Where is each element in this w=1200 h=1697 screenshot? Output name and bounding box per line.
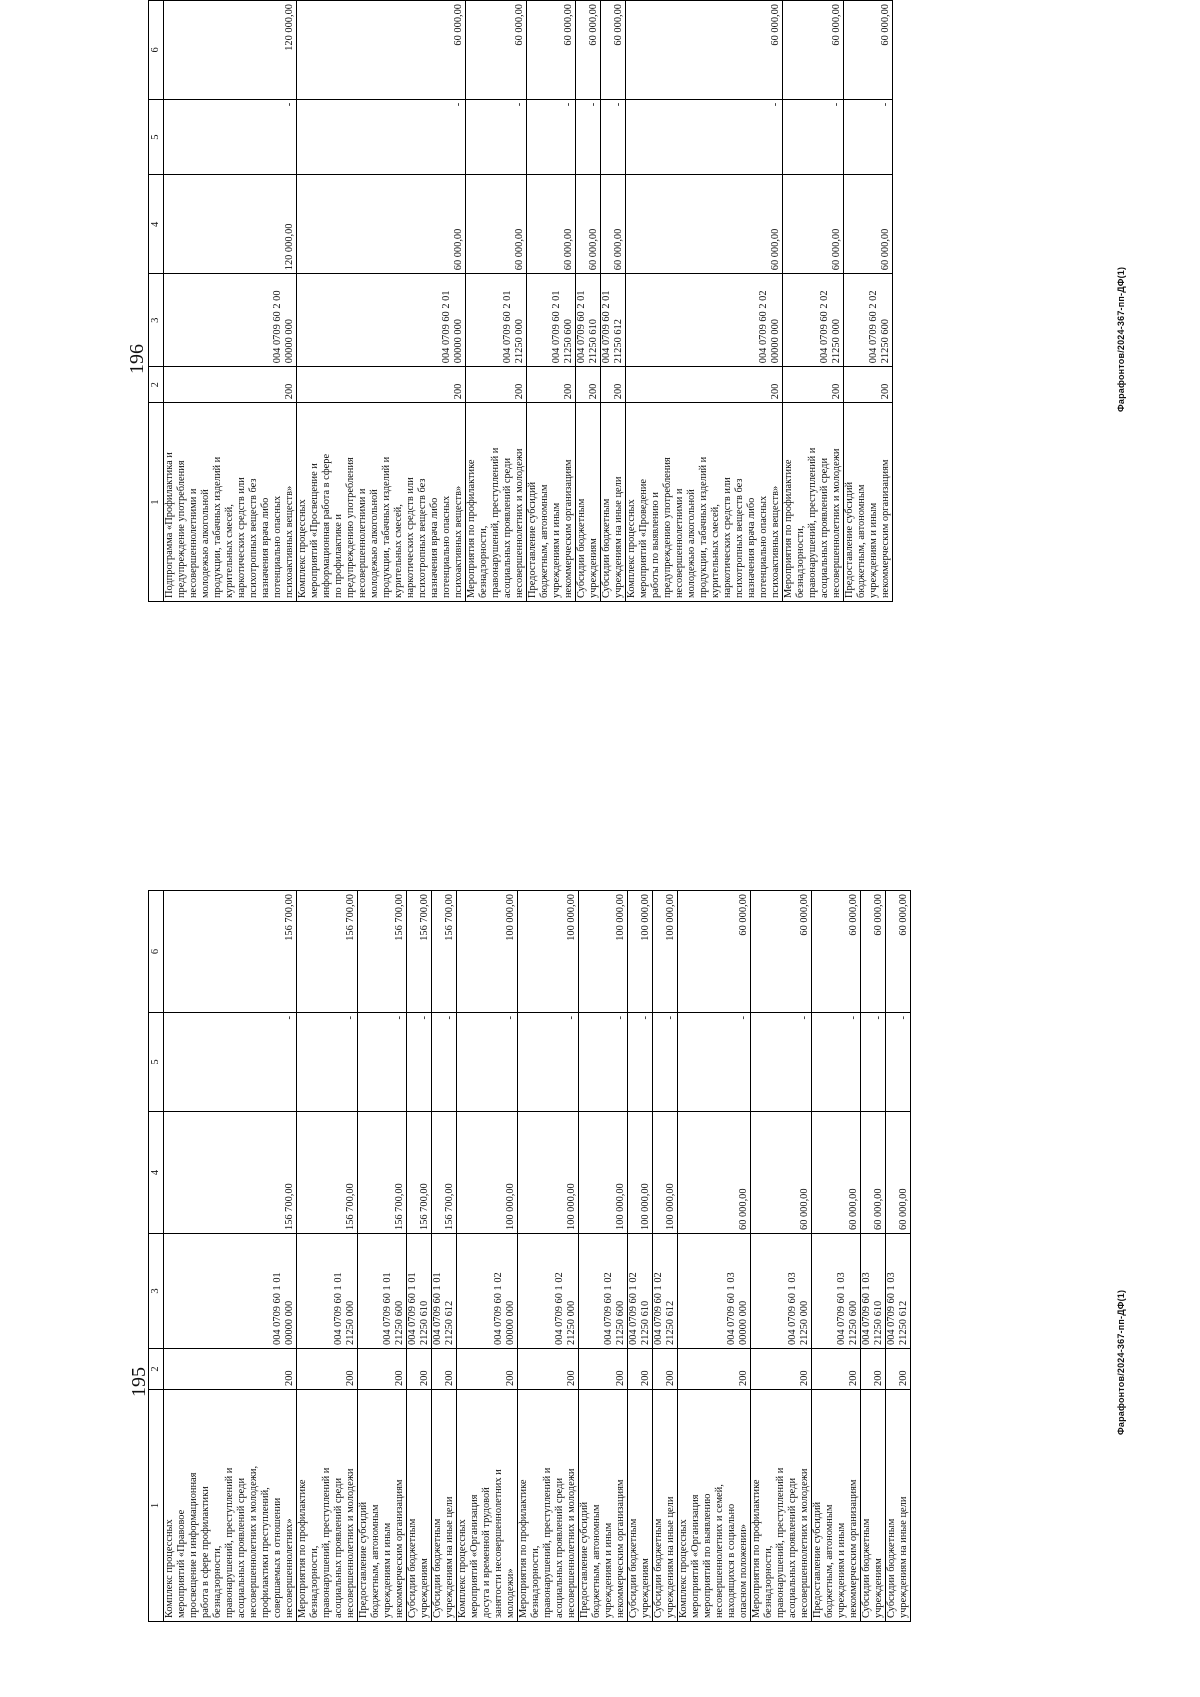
total-amount-cell: 60 000,00 <box>297 1 466 100</box>
column-header-1: 1 <box>149 403 164 602</box>
table-row <box>457 891 518 1622</box>
budget-code-cell: 004 0709 60 2 01 21250 612 <box>601 274 626 367</box>
budget-code-cell: 004 0709 60 1 01 21250 000 <box>297 1234 358 1349</box>
page-number-196: 196 <box>126 344 148 374</box>
planned-amount-cell: 60 000,00 <box>751 1112 812 1234</box>
table-row <box>678 891 751 1622</box>
table-row <box>886 891 911 1622</box>
budget-code-cell: 004 0709 60 1 03 21250 000 <box>751 1234 812 1349</box>
admin-code-cell: 200 <box>432 1349 457 1390</box>
table-header-row <box>149 1 164 602</box>
admin-code-cell: 200 <box>844 367 893 403</box>
row-name-cell: Комплекс процессных мероприятий «Просвещение и информационная работа в сфере по профилактике и предупреждению употребления несовершеннолетними и молодежью алкогольной продукции, табачных изделий и курительных смесей, наркотических средств или психотропных веществ без назначения врача либо потенциально опасных психоактивных веществ» <box>297 403 466 602</box>
table-row <box>626 1 783 602</box>
budget-table-page-195 <box>148 890 911 1622</box>
change-amount-cell: - <box>576 99 601 175</box>
row-name-cell: Предоставление субсидий бюджетным, автономным учреждениям и иным некоммерческим организациям <box>358 1390 407 1622</box>
total-amount-cell: 156 700,00 <box>297 891 358 1013</box>
row-name-cell: Субсидии бюджетным учреждениям на иные цели <box>886 1390 911 1622</box>
total-amount-cell: 156 700,00 <box>164 891 297 1013</box>
planned-amount-cell: 60 000,00 <box>783 175 844 274</box>
table-row <box>164 1 297 602</box>
total-amount-cell: 60 000,00 <box>886 891 911 1013</box>
budget-code-cell: 004 0709 60 1 02 21250 600 <box>579 1234 628 1349</box>
budget-code-cell: 004 0709 60 2 00 00000 000 <box>164 274 297 367</box>
change-amount-cell: - <box>527 99 576 175</box>
admin-code-cell: 200 <box>861 1349 886 1390</box>
table-row <box>628 891 653 1622</box>
total-amount-cell: 60 000,00 <box>527 1 576 100</box>
row-name-cell: Предоставление субсидий бюджетным, автономным учреждениям и иным некоммерческим организациям <box>579 1390 628 1622</box>
planned-amount-cell: 60 000,00 <box>601 175 626 274</box>
admin-code-cell: 200 <box>783 367 844 403</box>
change-amount-cell: - <box>297 1013 358 1112</box>
budget-code-cell: 004 0709 60 1 01 00000 000 <box>164 1234 297 1349</box>
total-amount-cell: 156 700,00 <box>432 891 457 1013</box>
change-amount-cell: - <box>297 99 466 175</box>
table-body <box>149 1 893 602</box>
budget-code-cell: 004 0709 60 1 03 21250 612 <box>886 1234 911 1349</box>
change-amount-cell: - <box>432 1013 457 1112</box>
row-name-cell: Предоставление субсидий бюджетным, автономным учреждениям и иным некоммерческим организациям <box>844 403 893 602</box>
planned-amount-cell: 60 000,00 <box>812 1112 861 1234</box>
planned-amount-cell: 156 700,00 <box>432 1112 457 1234</box>
total-amount-cell: 60 000,00 <box>601 1 626 100</box>
budget-code-cell: 004 0709 60 2 01 00000 000 <box>297 274 466 367</box>
planned-amount-cell: 60 000,00 <box>466 175 527 274</box>
row-name-cell: Субсидии бюджетным учреждениям <box>407 1390 432 1622</box>
total-amount-cell: 100 000,00 <box>653 891 678 1013</box>
row-name-cell: Подпрограмма «Профилактика и предупреждение употребления несовершеннолетними и молодежью алкогольной продукции, табачных изделий и курительных смесей, наркотических средств или психотропных веществ без назначения врача либо потенциально опасных психоактивных веществ» <box>164 403 297 602</box>
row-name-cell: Субсидии бюджетным учреждениям <box>576 403 601 602</box>
budget-code-cell: 004 0709 60 1 03 00000 000 <box>678 1234 751 1349</box>
row-name-cell: Субсидии бюджетным учреждениям на иные цели <box>653 1390 678 1622</box>
column-header-5: 5 <box>149 99 164 175</box>
budget-code-cell: 004 0709 60 2 01 21250 000 <box>466 274 527 367</box>
table-body <box>149 891 911 1622</box>
column-header-5: 5 <box>149 1013 164 1112</box>
admin-code-cell: 200 <box>678 1349 751 1390</box>
table-row <box>579 891 628 1622</box>
admin-code-cell: 200 <box>626 367 783 403</box>
change-amount-cell: - <box>164 99 297 175</box>
planned-amount-cell: 100 000,00 <box>457 1112 518 1234</box>
row-name-cell: Комплекс процессных мероприятий «Организация мероприятий по выявлению несовершеннолетних и семей, находящихся в социально опасном положении» <box>678 1390 751 1622</box>
table-row <box>812 891 861 1622</box>
table-row <box>576 1 601 602</box>
planned-amount-cell: 156 700,00 <box>297 1112 358 1234</box>
planned-amount-cell: 60 000,00 <box>297 175 466 274</box>
planned-amount-cell: 120 000,00 <box>164 175 297 274</box>
total-amount-cell: 100 000,00 <box>628 891 653 1013</box>
admin-code-cell: 200 <box>407 1349 432 1390</box>
change-amount-cell: - <box>466 99 527 175</box>
admin-code-cell: 200 <box>358 1349 407 1390</box>
change-amount-cell: - <box>861 1013 886 1112</box>
total-amount-cell: 100 000,00 <box>518 891 579 1013</box>
admin-code-cell: 200 <box>466 367 527 403</box>
column-header-4: 4 <box>149 175 164 274</box>
planned-amount-cell: 60 000,00 <box>678 1112 751 1234</box>
change-amount-cell: - <box>518 1013 579 1112</box>
row-name-cell: Мероприятия по профилактике безнадзорности, правонарушений, преступлений и асоциальных проявлений среди несовершеннолетних и молодежи <box>518 1390 579 1622</box>
table-row <box>861 891 886 1622</box>
column-header-2: 2 <box>149 367 164 403</box>
change-amount-cell: - <box>601 99 626 175</box>
change-amount-cell: - <box>407 1013 432 1112</box>
table-row <box>358 891 407 1622</box>
planned-amount-cell: 60 000,00 <box>861 1112 886 1234</box>
admin-code-cell: 200 <box>297 367 466 403</box>
table-row <box>297 1 466 602</box>
column-header-1: 1 <box>149 1390 164 1622</box>
budget-code-cell: 004 0709 60 2 02 21250 600 <box>844 274 893 367</box>
row-name-cell: Комплекс процессных мероприятий «Проведение работы по выявлению и предупреждению употребления несовершеннолетними и молодежью алкогольной продукции, табачных изделий и курительных смесей, наркотических средств или психотропных веществ без назначения врача либо потенциально опасных психоактивных веществ» <box>626 403 783 602</box>
budget-code-cell: 004 0709 60 1 02 21250 612 <box>653 1234 678 1349</box>
row-name-cell: Мероприятия по профилактике безнадзорности, правонарушений, преступлений и асоциальных проявлений среди несовершеннолетних и молодежи <box>466 403 527 602</box>
row-name-cell: Субсидии бюджетным учреждениям на иные цели <box>432 1390 457 1622</box>
document-footer-196: Фарафонтов/2024-367-пп-ДФ(1) <box>1116 266 1126 412</box>
total-amount-cell: 60 000,00 <box>861 891 886 1013</box>
table-row <box>844 1 893 602</box>
budget-code-cell: 004 0709 60 2 01 21250 600 <box>527 274 576 367</box>
admin-code-cell: 200 <box>164 367 297 403</box>
row-name-cell: Предоставление субсидий бюджетным, автономным учреждениям и иным некоммерческим организациям <box>812 1390 861 1622</box>
table-row <box>407 891 432 1622</box>
budget-code-cell: 004 0709 60 1 01 21250 610 <box>407 1234 432 1349</box>
admin-code-cell: 200 <box>579 1349 628 1390</box>
budget-code-cell: 004 0709 60 1 03 21250 600 <box>812 1234 861 1349</box>
row-name-cell: Предоставление субсидий бюджетным, автономным учреждениям и иным некоммерческим организациям <box>527 403 576 602</box>
change-amount-cell: - <box>751 1013 812 1112</box>
table-row <box>783 1 844 602</box>
budget-code-cell: 004 0709 60 1 02 21250 610 <box>628 1234 653 1349</box>
admin-code-cell: 200 <box>751 1349 812 1390</box>
table-row <box>601 1 626 602</box>
admin-code-cell: 200 <box>812 1349 861 1390</box>
change-amount-cell: - <box>457 1013 518 1112</box>
total-amount-cell: 60 000,00 <box>466 1 527 100</box>
total-amount-cell: 60 000,00 <box>678 891 751 1013</box>
total-amount-cell: 120 000,00 <box>164 1 297 100</box>
planned-amount-cell: 60 000,00 <box>844 175 893 274</box>
total-amount-cell: 60 000,00 <box>751 891 812 1013</box>
total-amount-cell: 156 700,00 <box>358 891 407 1013</box>
change-amount-cell: - <box>164 1013 297 1112</box>
row-name-cell: Субсидии бюджетным учреждениям на иные цели <box>601 403 626 602</box>
change-amount-cell: - <box>358 1013 407 1112</box>
row-name-cell: Комплекс процессных мероприятий «Правовое просвещение и информационная работа в сфере профилактики безнадзорности, правонарушений, преступлений и асоциальных проявлений среди несовершеннолетних и молодежи, профилактики преступлений, совершаемых в отношении несовершеннолетних» <box>164 1390 297 1622</box>
total-amount-cell: 60 000,00 <box>576 1 601 100</box>
total-amount-cell: 60 000,00 <box>783 1 844 100</box>
admin-code-cell: 200 <box>653 1349 678 1390</box>
planned-amount-cell: 60 000,00 <box>576 175 601 274</box>
table-row <box>432 891 457 1622</box>
budget-code-cell: 004 0709 60 1 02 00000 000 <box>457 1234 518 1349</box>
change-amount-cell: - <box>626 99 783 175</box>
table-row <box>527 1 576 602</box>
budget-table-page-196 <box>148 0 893 602</box>
total-amount-cell: 60 000,00 <box>626 1 783 100</box>
row-name-cell: Комплекс процессных мероприятий «Организация досуга и временной трудовой занятости несовершеннолетних и молодежи» <box>457 1390 518 1622</box>
column-header-4: 4 <box>149 1112 164 1234</box>
row-name-cell: Субсидии бюджетным учреждениям <box>628 1390 653 1622</box>
planned-amount-cell: 156 700,00 <box>358 1112 407 1234</box>
admin-code-cell: 200 <box>518 1349 579 1390</box>
column-header-3: 3 <box>149 1234 164 1349</box>
total-amount-cell: 100 000,00 <box>457 891 518 1013</box>
planned-amount-cell: 100 000,00 <box>653 1112 678 1234</box>
planned-amount-cell: 100 000,00 <box>518 1112 579 1234</box>
table-row <box>751 891 812 1622</box>
total-amount-cell: 156 700,00 <box>407 891 432 1013</box>
table-row <box>466 1 527 602</box>
table-row <box>653 891 678 1622</box>
page-number-195: 195 <box>128 1367 150 1397</box>
planned-amount-cell: 60 000,00 <box>886 1112 911 1234</box>
admin-code-cell: 200 <box>164 1349 297 1390</box>
change-amount-cell: - <box>844 99 893 175</box>
table-row <box>518 891 579 1622</box>
budget-code-cell: 004 0709 60 1 03 21250 610 <box>861 1234 886 1349</box>
change-amount-cell: - <box>653 1013 678 1112</box>
row-name-cell: Субсидии бюджетным учреждениям <box>861 1390 886 1622</box>
row-name-cell: Мероприятия по профилактике безнадзорности, правонарушений, преступлений и асоциальных проявлений среди несовершеннолетних и молодежи <box>297 1390 358 1622</box>
table-row <box>164 891 297 1622</box>
planned-amount-cell: 156 700,00 <box>164 1112 297 1234</box>
row-name-cell: Мероприятия по профилактике безнадзорности, правонарушений, преступлений и асоциальных проявлений среди несовершеннолетних и молодежи <box>751 1390 812 1622</box>
total-amount-cell: 60 000,00 <box>812 891 861 1013</box>
column-header-6: 6 <box>149 891 164 1013</box>
table-header-row <box>149 891 164 1622</box>
budget-code-cell: 004 0709 60 2 02 00000 000 <box>626 274 783 367</box>
admin-code-cell: 200 <box>297 1349 358 1390</box>
budget-code-cell: 004 0709 60 1 01 21250 612 <box>432 1234 457 1349</box>
budget-code-cell: 004 0709 60 1 02 21250 000 <box>518 1234 579 1349</box>
row-name-cell: Мероприятия по профилактике безнадзорности, правонарушений, преступлений и асоциальных проявлений среди несовершеннолетних и молодежи <box>783 403 844 602</box>
planned-amount-cell: 100 000,00 <box>579 1112 628 1234</box>
change-amount-cell: - <box>783 99 844 175</box>
change-amount-cell: - <box>628 1013 653 1112</box>
document-footer-195: Фарафонтов/2024-367-пп-ДФ(1) <box>1116 1289 1126 1435</box>
total-amount-cell: 60 000,00 <box>844 1 893 100</box>
planned-amount-cell: 60 000,00 <box>626 175 783 274</box>
budget-code-cell: 004 0709 60 2 02 21250 000 <box>783 274 844 367</box>
change-amount-cell: - <box>812 1013 861 1112</box>
planned-amount-cell: 100 000,00 <box>628 1112 653 1234</box>
admin-code-cell: 200 <box>527 367 576 403</box>
planned-amount-cell: 60 000,00 <box>527 175 576 274</box>
admin-code-cell: 200 <box>601 367 626 403</box>
budget-code-cell: 004 0709 60 1 01 21250 600 <box>358 1234 407 1349</box>
column-header-6: 6 <box>149 1 164 100</box>
column-header-2: 2 <box>149 1349 164 1390</box>
admin-code-cell: 200 <box>576 367 601 403</box>
column-header-3: 3 <box>149 274 164 367</box>
planned-amount-cell: 156 700,00 <box>407 1112 432 1234</box>
change-amount-cell: - <box>579 1013 628 1112</box>
change-amount-cell: - <box>678 1013 751 1112</box>
admin-code-cell: 200 <box>457 1349 518 1390</box>
admin-code-cell: 200 <box>628 1349 653 1390</box>
table-row <box>297 891 358 1622</box>
total-amount-cell: 100 000,00 <box>579 891 628 1013</box>
change-amount-cell: - <box>886 1013 911 1112</box>
budget-code-cell: 004 0709 60 2 01 21250 610 <box>576 274 601 367</box>
admin-code-cell: 200 <box>886 1349 911 1390</box>
